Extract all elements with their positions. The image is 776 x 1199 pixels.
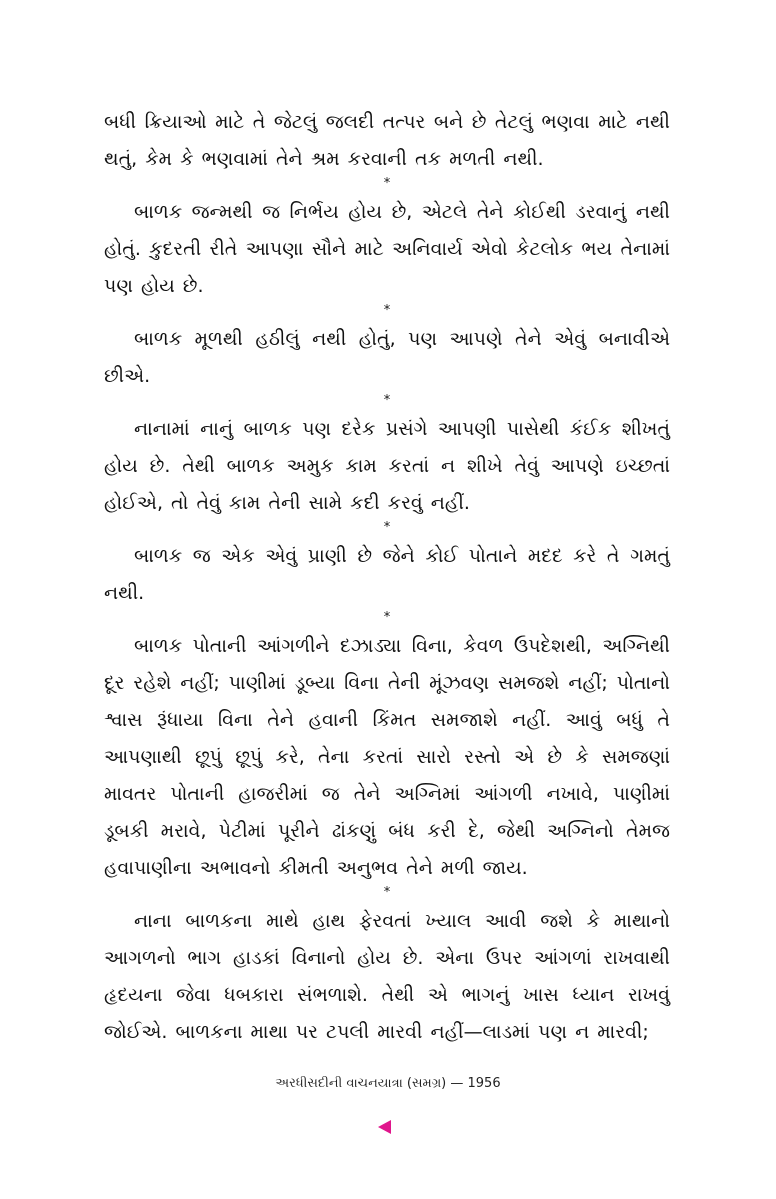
- paragraph: બાળક જન્મથી જ નિર્ભય હોય છે, એટલે તેને કોઈથી ડરવાનું નથી હોતું. કુદરતી રીતે આપણા સૌને માટે અનિવાર્ય એવો કેટલોક ભય તેનામાં પણ હોય છે.: [104, 201, 670, 297]
- previous-page-arrow-icon[interactable]: [378, 1120, 391, 1134]
- paragraph: બધી ક્રિયાઓ માટે તે જેટલું જલદી તત્પર બને છે તેટલું ભણવા માટે નથી થતું, કેમ કે ભણવામાં તેને શ્રમ કરવાની તક મળતી નથી.: [104, 111, 670, 170]
- page-footer: અરધીસદીની વાચનયાત્રા (સમગ્ર) — 1956: [275, 1076, 501, 1091]
- paragraph: નાના બાળકના માથે હાથ ફેરવતાં ખ્યાલ આવી જશે કે માથાનો આગળનો ભાગ હાડકાં વિનાનો હોય છે. એના ઉપર આંગળાં રાખવાથી હૃદયના જેવા ધબકારા સંભળાશે. તેથી એ ભાગનું ખાસ ધ્યાન રાખવું જોઈએ. બાળકના માથા પર ટપલી મારવી નહીં—લાડમાં પણ ન મારવી;: [104, 910, 670, 1043]
- separator: *: [383, 610, 391, 625]
- paragraph: બાળક મૂળથી હઠીલું નથી હોતું, પણ આપણે તેને એવું બનાવીએ છીએ.: [104, 328, 670, 387]
- separator: *: [383, 176, 391, 191]
- page-body: [104, 104, 670, 1051]
- paragraph: નાનામાં નાનું બાળક પણ દરેક પ્રસંગે આપણી પાસેથી કંઈક શીખતું હોય છે. તેથી બાળક અમુક કામ કરતાં ન શીખે તેવું આપણે ઇચ્છતાં હોઈએ, તો તેવું કામ તેની સામે કદી કરવું નહીં.: [104, 418, 670, 514]
- separator: *: [383, 303, 391, 318]
- separator: *: [383, 885, 391, 900]
- separator: *: [383, 520, 391, 535]
- paragraph: બાળક પોતાની આંગળીને દઝાડ્યા વિના, કેવળ ઉપદેશથી, અગ્નિથી દૂર રહેશે નહીં; પાણીમાં ડૂબ્યા વિના તેની મૂંઝવણ સમજશે નહીં; પોતાનો શ્વાસ રૂંધાયા વિના તેને હવાની કિંમત સમજાશે નહીં. આવું બધું તે આપણાથી છૂપું છૂપું કરે, તેના કરતાં સારો રસ્તો એ છે કે સમજણાં માવતર પોતાની હાજરીમાં જ તેને અગ્નિમાં આંગળી નખાવે, પાણીમાં ડૂબકી મરાવે, પેટીમાં પૂરીને ઢાંકણું બંધ કરી દે, જેથી અગ્નિનો તેમજ હવાપાણીના અભાવનો કીમતી અનુભવ તેને મળી જાય.: [104, 635, 670, 879]
- separator: *: [383, 393, 391, 408]
- paragraph: બાળક જ એક એવું પ્રાણી છે જેને કોઈ પોતાને મદદ કરે તે ગમતું નથી.: [104, 545, 670, 604]
